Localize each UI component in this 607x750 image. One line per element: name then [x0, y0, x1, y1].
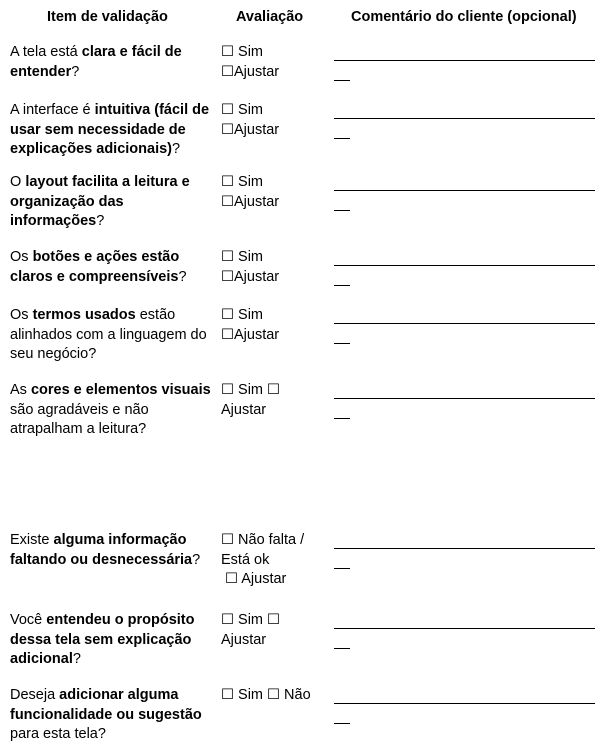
- item-text: O: [10, 174, 26, 190]
- comment-line[interactable]: [334, 265, 595, 266]
- evaluation-options[interactable]: [221, 306, 326, 345]
- header-evaluation: Avaliação: [236, 9, 304, 25]
- checkbox-option[interactable]: Está ok: [221, 551, 270, 568]
- item-text: Você: [10, 612, 47, 628]
- comment-field[interactable]: [334, 323, 595, 344]
- comment-line-continuation[interactable]: [334, 80, 350, 81]
- checkbox-option[interactable]: ☐ Sim ☐ Não: [221, 687, 311, 703]
- comment-line-continuation[interactable]: [334, 138, 350, 139]
- checkbox-option[interactable]: ☐ Não falta /: [221, 532, 305, 548]
- comment-line[interactable]: [334, 398, 595, 399]
- checkbox-option[interactable]: ☐Ajustar: [221, 268, 280, 285]
- item-text: ?: [192, 551, 201, 568]
- checkbox-option[interactable]: ☐Ajustar: [221, 326, 280, 343]
- item-emphasis: intuitiva (fácil de usar sem necessidade de explicações adicionais): [10, 102, 210, 157]
- checkbox-option[interactable]: ☐ Sim ☐: [221, 612, 281, 628]
- item-emphasis: alguma informação faltando ou desnecessária: [10, 532, 193, 568]
- header-item: Item de validação: [47, 9, 168, 25]
- comment-line-continuation[interactable]: [334, 723, 350, 724]
- item-text: ?: [172, 141, 181, 157]
- comment-line-continuation[interactable]: [334, 648, 350, 649]
- comment-line-continuation[interactable]: [334, 418, 350, 419]
- item-text: são agradáveis e não atrapalham a leitura?: [10, 401, 149, 437]
- item-emphasis: adicionar alguma funcionalidade ou sugestão: [10, 687, 202, 723]
- validation-item-text: [10, 531, 212, 570]
- comment-line-continuation[interactable]: [334, 568, 350, 569]
- validation-item-text: [10, 306, 212, 365]
- comment-field[interactable]: [334, 628, 595, 649]
- checkbox-option[interactable]: ☐ Sim ☐: [221, 382, 281, 398]
- comment-line-continuation[interactable]: [334, 285, 350, 286]
- item-emphasis: cores e elementos visuais: [30, 382, 211, 398]
- checkbox-option[interactable]: ☐ Ajustar: [221, 571, 287, 587]
- checkbox-option[interactable]: ☐ Sim: [221, 307, 263, 323]
- checkbox-option[interactable]: ☐ Sim: [221, 44, 263, 60]
- evaluation-options[interactable]: [221, 686, 326, 706]
- item-text: A tela está: [10, 44, 82, 60]
- item-text: Existe: [10, 532, 54, 548]
- item-text: ?: [72, 651, 81, 667]
- comment-line[interactable]: [334, 60, 595, 61]
- comment-field[interactable]: [334, 548, 595, 569]
- checkbox-option[interactable]: ☐ Sim: [221, 174, 263, 190]
- item-text: Os: [10, 249, 33, 265]
- comment-line-continuation[interactable]: [334, 210, 350, 211]
- header-comment: Comentário do cliente (opcional): [351, 9, 577, 25]
- item-text: A interface é: [10, 102, 95, 118]
- evaluation-options[interactable]: [221, 43, 326, 82]
- comment-line[interactable]: [334, 628, 595, 629]
- item-emphasis: entendeu o propósito dessa tela sem explicação adicional: [10, 612, 195, 667]
- validation-item-text: [10, 381, 212, 440]
- item-text: Os: [10, 307, 33, 323]
- validation-item-text: [10, 101, 212, 160]
- checkbox-option[interactable]: Ajustar: [221, 401, 267, 418]
- comment-line[interactable]: [334, 323, 595, 324]
- comment-field[interactable]: [334, 703, 595, 724]
- comment-field[interactable]: [334, 60, 595, 81]
- evaluation-options[interactable]: [221, 531, 326, 590]
- item-text: ?: [71, 63, 80, 80]
- comment-field[interactable]: [334, 398, 595, 419]
- comment-line-continuation[interactable]: [334, 343, 350, 344]
- checkbox-option[interactable]: ☐Ajustar: [221, 63, 280, 80]
- validation-item-text: [10, 611, 212, 670]
- comment-field[interactable]: [334, 265, 595, 286]
- comment-field[interactable]: [334, 118, 595, 139]
- comment-field[interactable]: [334, 190, 595, 211]
- checkbox-option[interactable]: ☐Ajustar: [221, 121, 280, 138]
- item-text: estão alinhados com a linguagem do seu negócio?: [10, 307, 207, 362]
- checkbox-option[interactable]: ☐Ajustar: [221, 193, 280, 210]
- checkbox-option[interactable]: Ajustar: [221, 631, 267, 648]
- comment-line[interactable]: [334, 703, 595, 704]
- item-emphasis: clara e fácil de entender: [10, 44, 182, 80]
- comment-line[interactable]: [334, 190, 595, 191]
- validation-item-text: [10, 173, 212, 232]
- item-emphasis: botões e ações estão claros e compreensíveis: [10, 249, 180, 285]
- item-text: ?: [96, 213, 105, 229]
- evaluation-options[interactable]: [221, 173, 326, 212]
- checkbox-option[interactable]: ☐ Sim: [221, 102, 263, 118]
- item-emphasis: termos usados: [32, 307, 136, 323]
- checkbox-option[interactable]: ☐ Sim: [221, 249, 263, 265]
- evaluation-options[interactable]: [221, 101, 326, 140]
- item-text: Deseja: [10, 687, 60, 703]
- comment-line[interactable]: [334, 118, 595, 119]
- validation-item-text: [10, 43, 212, 82]
- evaluation-options[interactable]: [221, 611, 326, 650]
- item-emphasis: layout facilita a leitura e organização das informações: [10, 174, 190, 229]
- validation-item-text: [10, 686, 212, 745]
- item-text: para esta tela?: [10, 726, 106, 742]
- validation-item-text: [10, 248, 212, 287]
- comment-line[interactable]: [334, 548, 595, 549]
- item-text: As: [10, 382, 31, 398]
- evaluation-options[interactable]: [221, 381, 326, 420]
- evaluation-options[interactable]: [221, 248, 326, 287]
- item-text: ?: [178, 268, 187, 285]
